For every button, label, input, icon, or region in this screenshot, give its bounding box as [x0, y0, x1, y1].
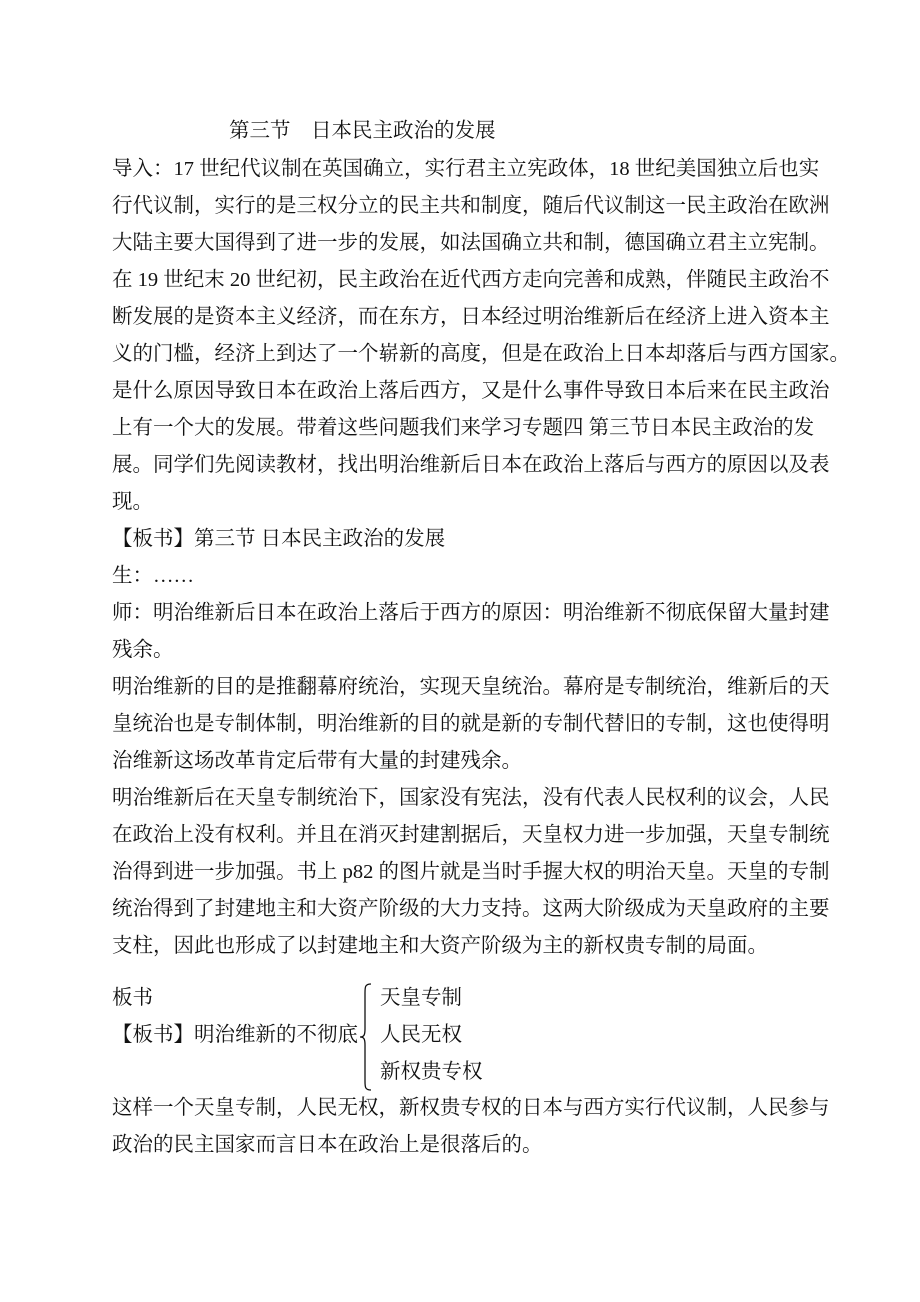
text-line: 是什么原因导致日本在政治上落后西方，又是什么事件导致日本后来在民主政治 — [112, 380, 830, 402]
text-line: 明治维新后在天皇专制统治下，国家没有宪法，没有代表人民权利的议会，人民 — [112, 787, 830, 809]
text-line: 明治维新的目的是推翻幕府统治，实现天皇统治。幕府是专制统治，维新后的天 — [112, 676, 830, 698]
text-line: 行代议制，实行的是三权分立的民主共和制度，随后代议制这一民主政治在欧洲 — [112, 195, 830, 217]
text-line: 这样一个天皇专制，人民无权，新权贵专权的日本与西方实行代议制，人民参与 — [112, 1097, 830, 1119]
outline-item: 新权贵专权 — [380, 1061, 483, 1083]
text-line: 统治得到了封建地主和大资产阶级的大力支持。这两大阶级成为天皇政府的主要 — [112, 898, 830, 920]
text-line: 政治的民主国家而言日本在政治上是很落后的。 — [112, 1134, 543, 1156]
outline-heading: 板书 — [112, 987, 153, 1009]
conclusion-paragraph — [112, 1090, 830, 1164]
text-line: 上有一个大的发展。带着这些问题我们来学习专题四 第三节日本民主政治的发 — [112, 417, 815, 439]
text-line: 治得到进一步加强。书上 p82 的图片就是当时手握大权的明治天皇。天皇的专制 — [112, 861, 830, 883]
text-line: 【板书】第三节 日本民主政治的发展 — [112, 528, 446, 550]
teacher-paragraph — [112, 595, 830, 669]
intro-paragraph — [112, 151, 850, 521]
emperor-rule-paragraph — [112, 780, 830, 965]
text-line: 皇统治也是专制体制，明治维新的目的就是新的专制代替旧的专制，这也使得明 — [112, 713, 830, 735]
text-line: 大陆主要大国得到了进一步的发展，如法国确立共和制，德国确立君主立宪制。 — [112, 232, 830, 254]
text-line: 导入：17 世纪代议制在英国确立，实行君主立宪政体，18 世纪美国独立后也实 — [112, 158, 820, 180]
text-line: 展。同学们先阅读教材，找出明治维新后日本在政治上落后与西方的原因以及表 — [112, 454, 830, 476]
text-line: 现。 — [112, 491, 153, 513]
board-title — [112, 521, 810, 558]
text-line: 断发展的是资本主义经济，而在东方，日本经过明治维新后在经济上进入资本主 — [112, 306, 830, 328]
outline-items — [380, 980, 483, 1091]
text-line: 师：明治维新后日本在政治上落后于西方的原因：明治维新不彻底保留大量封建 — [112, 602, 830, 624]
text-line: 生：…… — [112, 565, 194, 587]
curly-brace-icon — [359, 983, 373, 1091]
section-title: 第三节 日本民主政治的发展 — [229, 120, 496, 142]
outline-item: 天皇专制 — [380, 987, 462, 1009]
text-line: 在政治上没有权利。并且在消灭封建割据后，天皇权力进一步加强，天皇专制统 — [112, 824, 830, 846]
text-line: 残余。 — [112, 639, 174, 661]
outline-item: 人民无权 — [380, 1024, 462, 1046]
student-reply — [112, 558, 810, 595]
text-line: 支柱，因此也形成了以封建地主和大资产阶级为主的新权贵专制的局面。 — [112, 935, 768, 957]
text-line: 义的门槛，经济上到达了一个崭新的高度，但是在政治上日本却落后与西方国家。 — [112, 343, 850, 365]
text-line: 在 19 世纪末 20 世纪初，民主政治在近代西方走向完善和成熟，伴随民主政治不 — [112, 269, 830, 291]
text-line: 治维新这场改革肯定后带有大量的封建残余。 — [112, 750, 522, 772]
meiji-purpose-paragraph — [112, 669, 830, 780]
outline-lead: 【板书】明治维新的不彻底 — [112, 1024, 358, 1046]
